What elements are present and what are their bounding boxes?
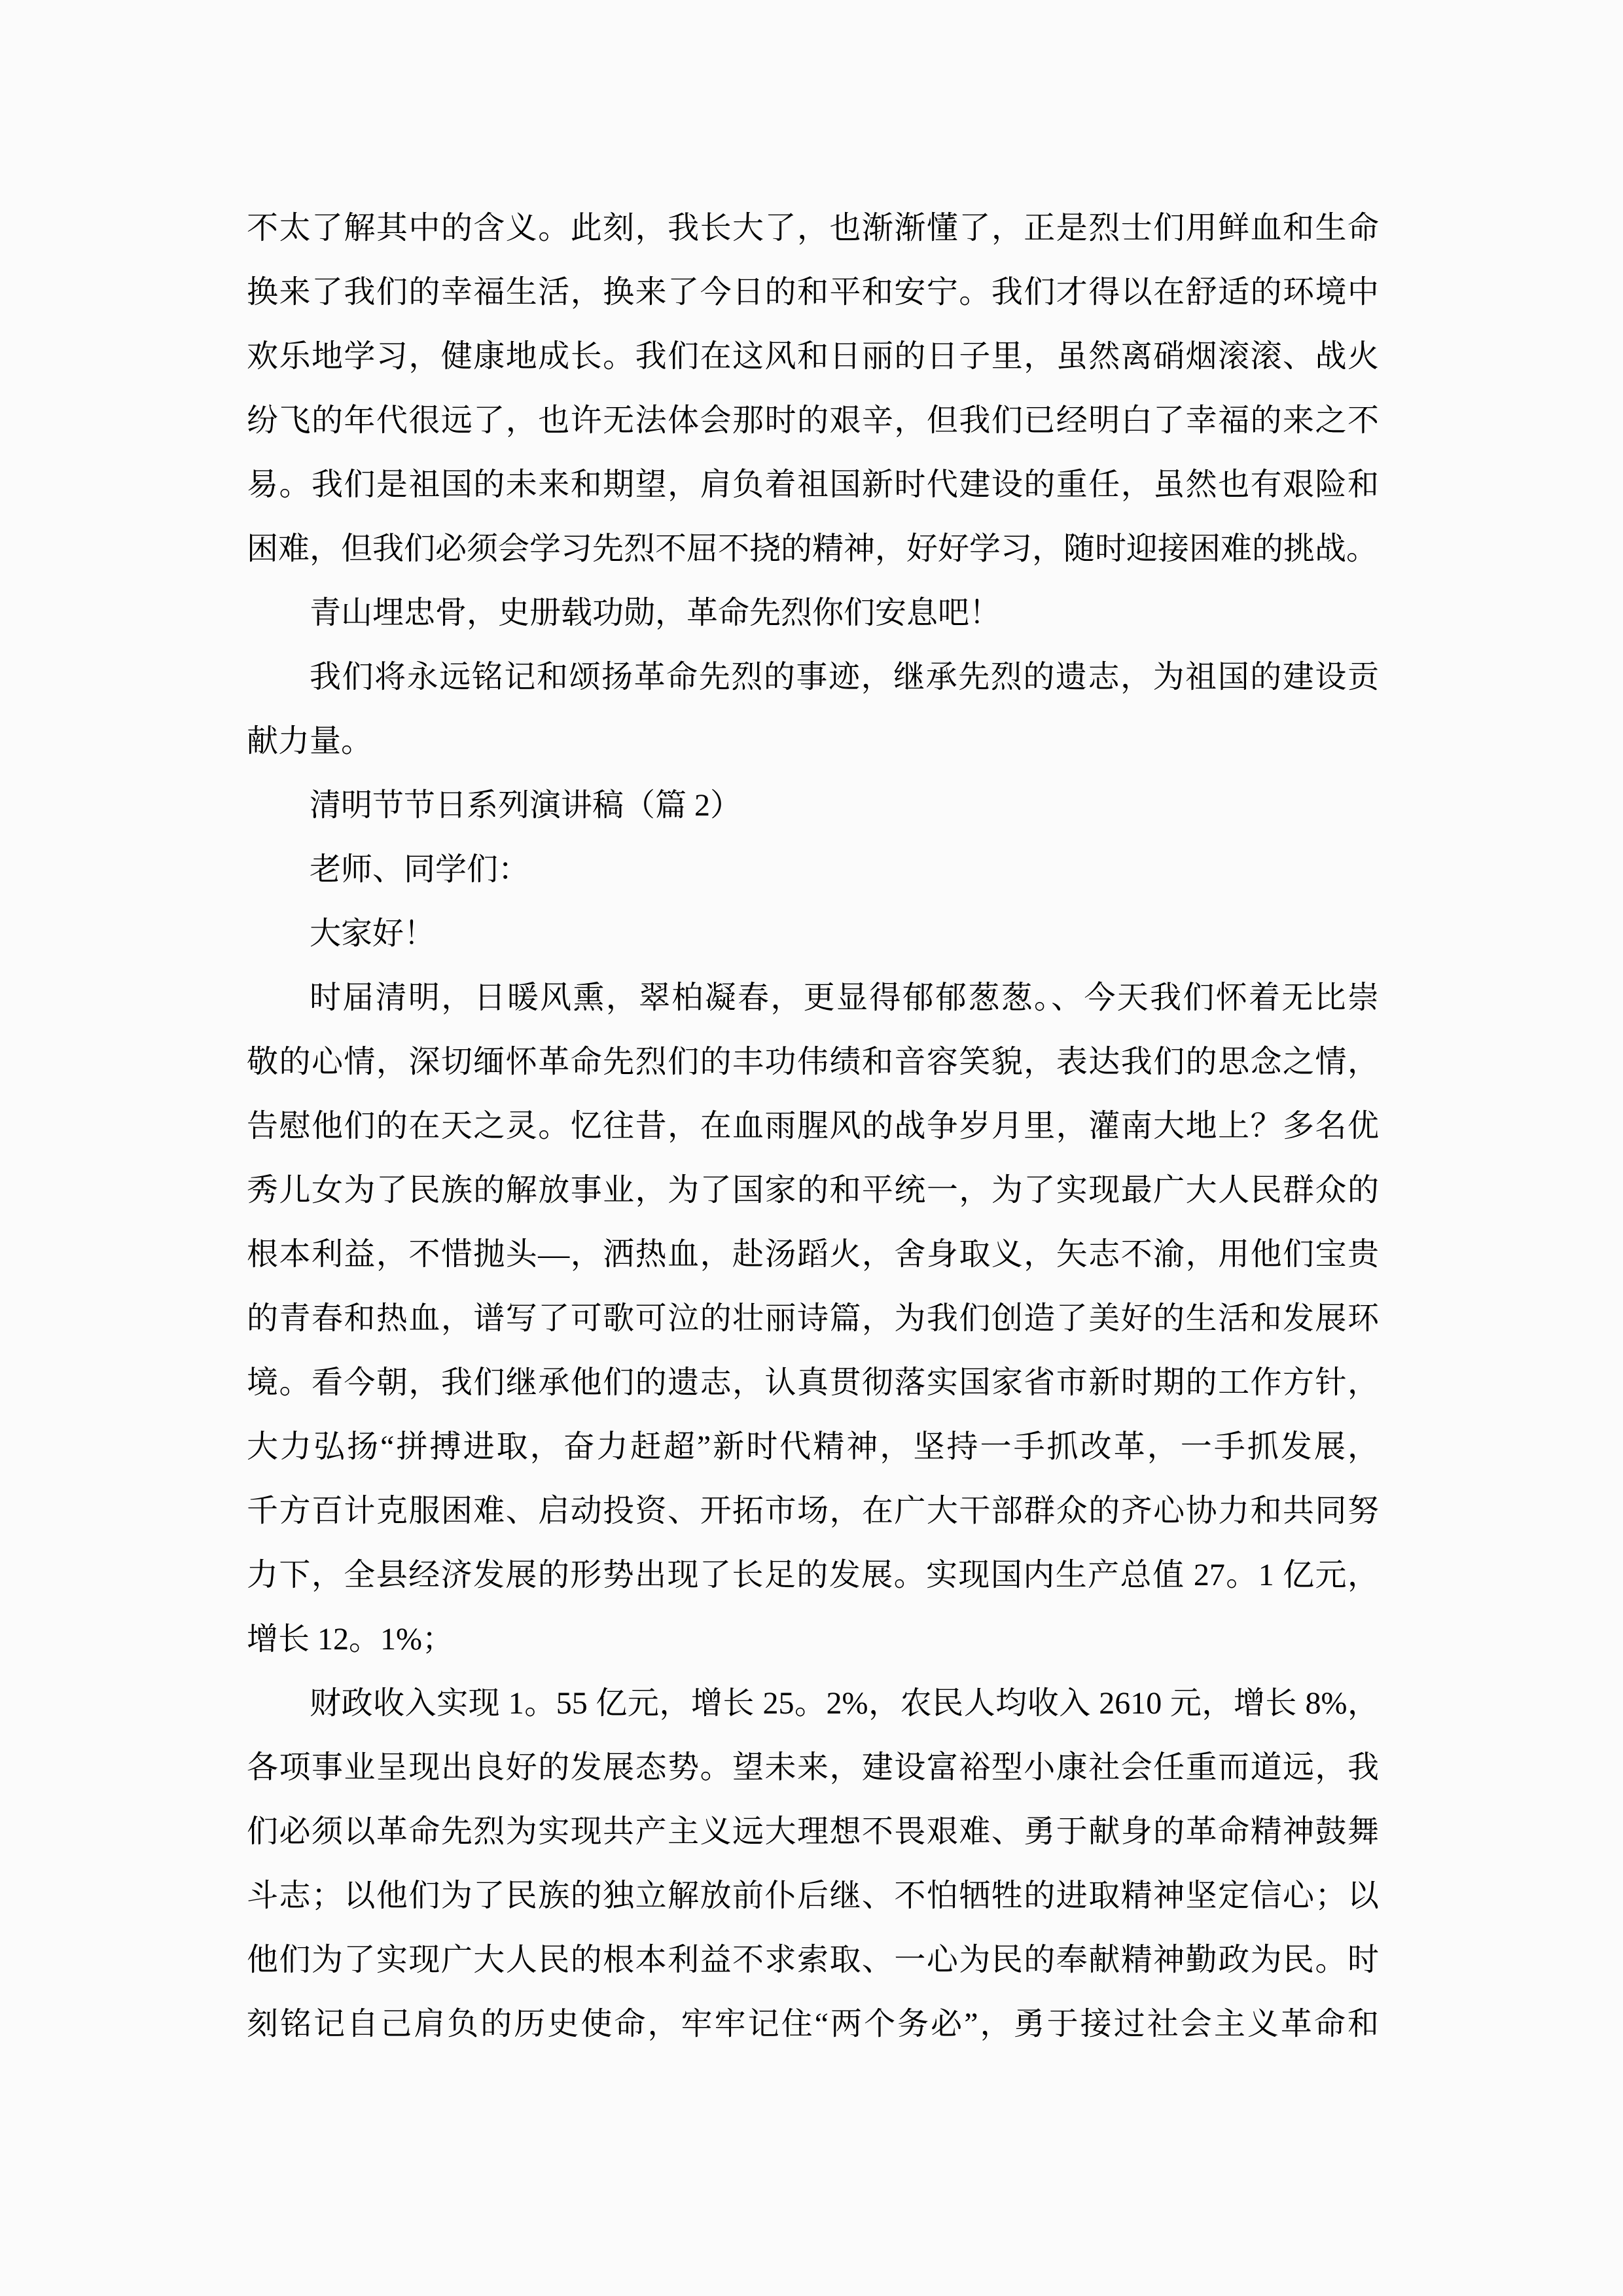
text-line: 大家好！ (310, 916, 436, 951)
text-line: 献力量。 (247, 724, 373, 759)
text-line: 千方百计克服困难、启动投资、开拓市场，在广大干部群众的齐心协力和共同努 (247, 1494, 1379, 1528)
text-line: 我们将永远铭记和颂扬革命先烈的事迹，继承先烈的遗志，为祖国的建设贡 (310, 660, 1379, 694)
text-line: 他们为了实现广大人民的根本利益不求索取、一心为民的奉献精神勤政为民。时 (247, 1943, 1379, 1977)
text-line: 易。我们是祖国的未来和期望，肩负着祖国新时代建设的重任，虽然也有艰险和 (247, 467, 1379, 502)
text-line: 力下，全县经济发展的形势出现了长足的发展。实现国内生产总值 27。1 亿元， (247, 1558, 1379, 1592)
text-line: 告慰他们的在天之灵。忆往昔，在血雨腥风的战争岁月里，灌南大地上？多名优 (247, 1109, 1379, 1143)
text-line: 欢乐地学习，健康地成长。我们在这风和日丽的日子里，虽然离硝烟滚滚、战火 (247, 339, 1379, 374)
text-line: 们必须以革命先烈为实现共产主义远大理想不畏艰难、勇于献身的革命精神鼓舞 (247, 1814, 1379, 1849)
text-line: 敬的心情，深切缅怀革命先烈们的丰功伟绩和音容笑貌，表达我们的思念之情， (247, 1045, 1379, 1079)
text-line: 换来了我们的幸福生活，换来了今日的和平和安宁。我们才得以在舒适的环境中 (247, 275, 1379, 310)
text-line: 增长 12。1%； (247, 1622, 454, 1657)
text-line: 纷飞的年代很远了，也许无法体会那时的艰辛，但我们已经明白了幸福的来之不 (247, 403, 1379, 438)
text-line: 老师、同学们： (310, 852, 530, 887)
text-line: 大力弘扬“拼搏进取，奋力赶超”新时代精神，坚持一手抓改革，一手抓发展， (247, 1429, 1379, 1464)
text-line: 境。看今朝，我们继承他们的遗志，认真贯彻落实国家省市新时期的工作方针， (247, 1365, 1379, 1400)
text-line: 时届清明，日暖风熏，翠柏凝春，更显得郁郁葱葱。、今天我们怀着无比崇 (310, 980, 1379, 1015)
text-line: 不太了解其中的含义。此刻，我长大了，也渐渐懂了，正是烈士们用鲜血和生命 (247, 211, 1379, 245)
text-line: 财政收入实现 1。55 亿元，增长 25。2%，农民人均收入 2610 元，增长 8%， (310, 1686, 1379, 1721)
text-column (247, 196, 1379, 2056)
text-line: 清明节节日系列演讲稿（篇 2） (310, 788, 742, 823)
text-line: 的青春和热血，谱写了可歌可泣的壮丽诗篇，为我们创造了美好的生活和发展环 (247, 1301, 1379, 1336)
text-line: 青山埋忠骨，史册载功勋，革命先烈你们安息吧！ (310, 596, 1001, 630)
text-line: 困难，但我们必须会学习先烈不屈不挠的精神，好好学习，随时迎接困难的挑战。 (247, 531, 1378, 566)
text-line: 刻铭记自己肩负的历史使命，牢牢记住“两个务必”，勇于接过社会主义革命和 (247, 2007, 1379, 2041)
text-line: 各项事业呈现出良好的发展态势。望未来，建设富裕型小康社会任重而道远，我 (247, 1750, 1379, 1785)
text-line: 根本利益，不惜抛头—，洒热血，赴汤蹈火，舍身取义，矢志不渝，用他们宝贵 (247, 1237, 1379, 1272)
text-line: 斗志；以他们为了民族的独立解放前仆后继、不怕牺牲的进取精神坚定信心；以 (247, 1878, 1379, 1913)
text-line: 秀儿女为了民族的解放事业，为了国家的和平统一，为了实现最广大人民群众的 (247, 1173, 1379, 1208)
